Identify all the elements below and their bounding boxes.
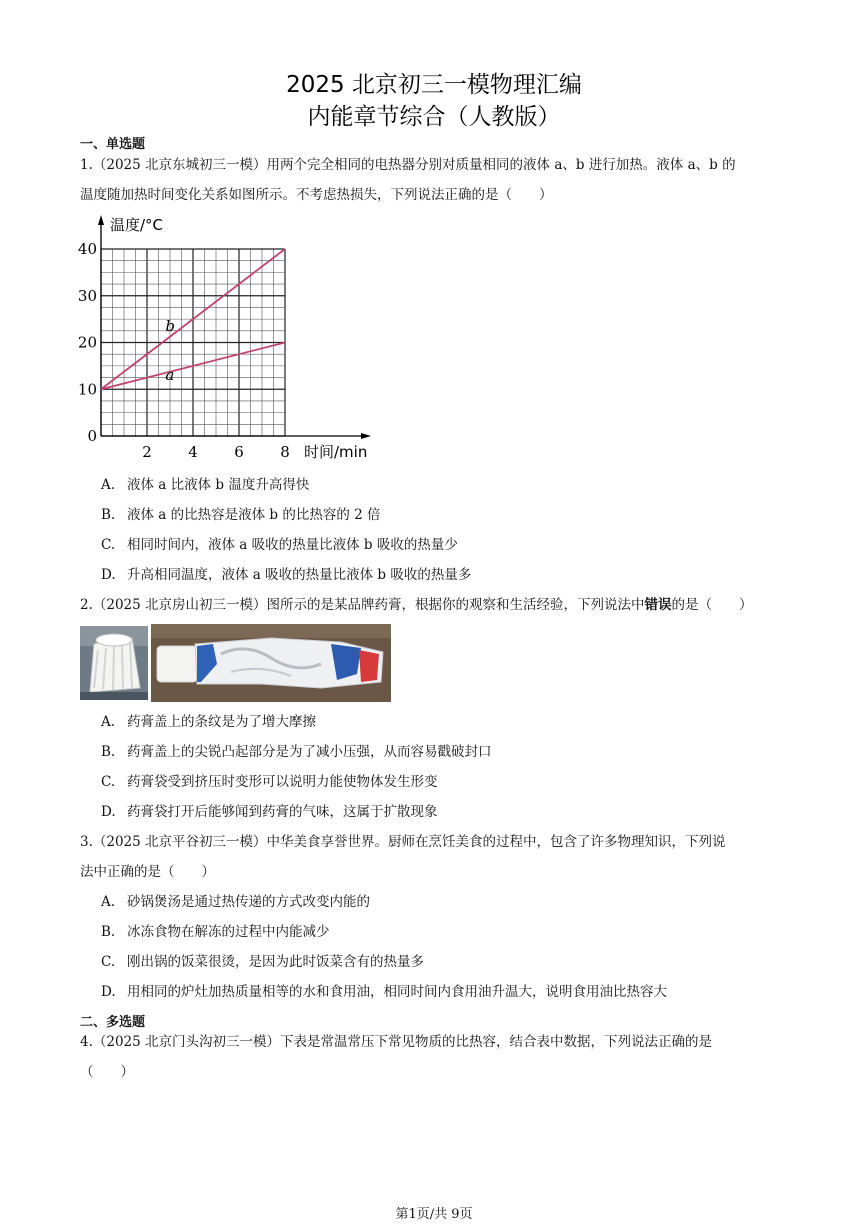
page-footer: 第1页/共 9页 [395, 1207, 473, 1222]
x-tick-label: 6 [234, 443, 244, 461]
y-tick-label: 40 [77, 240, 97, 258]
emphasis-wrong: 错误 [644, 597, 672, 613]
option-text: 药膏盖上的条纹是为了增大摩擦 [127, 714, 316, 730]
option-text: 液体 a 比液体 b 温度升高得快 [127, 477, 310, 493]
ointment-tube-photo [151, 624, 391, 702]
q1-option-c[interactable] [101, 535, 801, 555]
option-text: 药膏袋受到挤压时变形可以说明力能使物体发生形变 [127, 774, 438, 790]
option-letter: B. [101, 507, 116, 523]
option-letter: A. [101, 714, 116, 730]
option-letter: C. [101, 774, 116, 790]
page-title: 2025 北京初三一模物理汇编 [286, 72, 582, 98]
q3-option-a[interactable] [101, 892, 801, 912]
option-letter: C. [101, 954, 116, 970]
option-letter: B. [101, 744, 116, 760]
chart-grid [101, 249, 285, 436]
option-text: 相同时间内，液体 a 吸收的热量比液体 b 吸收的热量少 [127, 537, 458, 553]
x-axis-label: 时间/min [304, 443, 368, 461]
y-tick-label: 10 [77, 380, 97, 399]
option-letter: C. [101, 537, 116, 553]
y-axis-arrow [98, 215, 104, 225]
option-text: 用相同的炉灶加热质量相等的水和食用油，相同时间内食用油升温大，说明食用油比热容大 [127, 984, 667, 1000]
q3-stem-line1: 3.（2025 北京平谷初三一模）中华美食享誉世界。厨师在烹饪美食的过程中，包含了许多物理知识，下列说 [80, 834, 726, 850]
q3-option-b[interactable] [101, 922, 801, 942]
option-letter: B. [101, 924, 116, 940]
temperature-time-chart [70, 210, 380, 465]
q2-stem-line1: 2.（2025 北京房山初三一模）图所示的是某品牌药膏，根据你的观察和生活经验，下列说法中错误的是（ ） [80, 597, 753, 613]
option-text: 刚出锅的饭菜很烫，是因为此时饭菜含有的热量多 [127, 954, 424, 970]
x-tick-label: 8 [280, 443, 290, 461]
q3-option-c[interactable] [101, 952, 801, 972]
page-subtitle: 内能章节综合（人教版） [307, 104, 561, 130]
q2-option-c[interactable] [101, 772, 801, 792]
option-text: 砂锅煲汤是通过热传递的方式改变内能的 [127, 894, 370, 910]
option-text: 药膏盖上的尖锐凸起部分是为了减小压强，从而容易戳破封口 [127, 744, 492, 760]
y-tick-label: 30 [77, 286, 97, 305]
y-tick-label: 20 [77, 333, 97, 352]
series-label-a: a [165, 365, 175, 384]
q4-stem-line2: （ ） [80, 1064, 134, 1080]
x-tick-label: 2 [142, 443, 152, 461]
section-heading-single: 一、单选题 [80, 137, 146, 152]
q4-stem-line1: 4.（2025 北京门头沟初三一模）下表是常温常压下常见物质的比热容，结合表中数据，下列说法正确的是 [80, 1034, 713, 1050]
q1-stem-line2: 温度随加热时间变化关系如图所示。不考虑热损失，下列说法正确的是（ ） [80, 187, 553, 203]
option-text: 冰冻食物在解冻的过程中内能减少 [127, 924, 330, 940]
chart-tick-labels [78, 240, 290, 461]
q1-stem-line1: 1.（2025 北京东城初三一模）用两个完全相同的电热器分别对质量相同的液体 a、b 进行加热。液体 a、b 的 [80, 157, 736, 173]
ointment-cap-photo [80, 626, 148, 700]
option-letter: A. [101, 894, 116, 910]
option-text: 升高相同温度，液体 a 吸收的热量比液体 b 吸收的热量多 [127, 567, 472, 583]
option-letter: A. [101, 477, 116, 493]
q2-option-d[interactable] [101, 802, 801, 822]
option-text: 药膏袋打开后能够闻到药膏的气味，这属于扩散现象 [127, 804, 438, 820]
q1-option-d[interactable] [101, 565, 801, 585]
y-tick-label: 0 [87, 427, 97, 445]
option-letter: D. [101, 567, 116, 583]
option-letter: D. [101, 984, 116, 1000]
option-letter: D. [101, 804, 116, 820]
q3-stem-line2: 法中正确的是（ ） [80, 864, 215, 880]
x-axis-arrow [361, 433, 371, 439]
x-tick-label: 4 [188, 443, 198, 461]
q1-option-b[interactable] [101, 505, 801, 525]
option-text: 液体 a 的比热容是液体 b 的比热容的 2 倍 [127, 507, 381, 523]
series-label-b: b [165, 317, 176, 336]
y-axis-label: 温度/°C [110, 216, 164, 234]
q1-option-a[interactable] [101, 475, 801, 495]
q3-option-d[interactable] [101, 982, 801, 1002]
q2-option-b[interactable] [101, 742, 801, 762]
q2-option-a[interactable] [101, 712, 801, 732]
section-heading-multi: 二、多选题 [80, 1015, 146, 1030]
